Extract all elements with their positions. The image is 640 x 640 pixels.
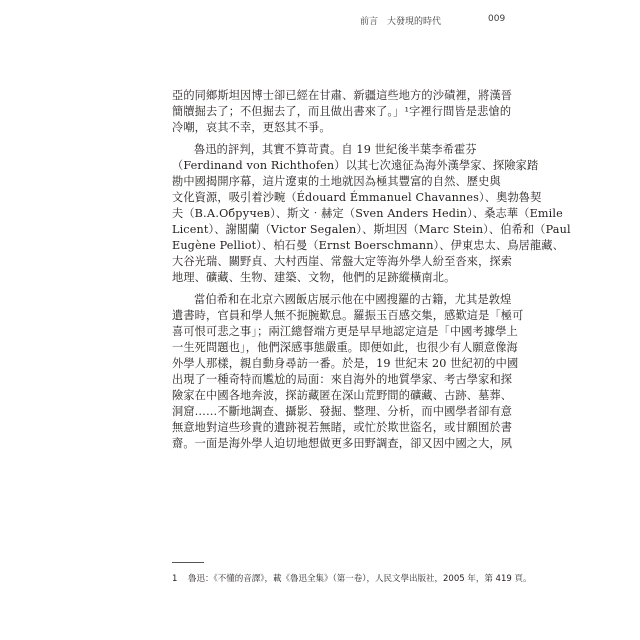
text-line: 地理、礦藏、生物、建築、文物，他們的足跡縱橫南北。 — [172, 271, 456, 284]
text-line: 無意地對這些珍貴的遺跡視若無睹，或忙於欺世盜名，或甘願囿於書 — [172, 421, 513, 434]
paragraph-first-line: 當伯希和在北京六國飯店展示他在中國搜羅的古籍，尤其是敦煌 — [194, 293, 512, 306]
text-line: 外學人那樣，親自動身尋訪一番。於是，19 世紀末 20 世紀初的中國 — [172, 357, 519, 370]
text-line: 一生死問題也」，他們深感事態嚴重。即便如此，也很少有人願意像海 — [172, 341, 518, 354]
footnote — [172, 572, 532, 584]
text-line: 亞的同鄉斯坦因博士卻已經在甘肅、新疆這些地方的沙磧裡，將漢晉 — [172, 89, 513, 102]
text-line: 齋。一面是海外學人迫切地想做更多田野調查，卻又因中國之大，夙 — [172, 437, 513, 450]
footnote-number: 1 — [172, 574, 178, 584]
text-line: Eugène Pelliot）、柏石曼（Ernst Boerschmann）、伊東忠太、鳥居龍藏、 — [172, 239, 565, 252]
text-line: 夫（В.А.Обручев）、斯文‧赫定（Sven Anders Hedin）、桑志華（Emile — [172, 207, 563, 220]
chapter-title: 前言 大發現的時代 — [360, 17, 442, 27]
footnote-divider — [172, 562, 204, 563]
text-line: Licent）、謝閣蘭（Victor Segalen）、斯坦因（Marc Stein）、伯希和（Paul — [172, 223, 571, 236]
text-line: 大谷光瑞、關野貞、大村西崖、常盤大定等海外學人紛至沓來，探索 — [172, 255, 513, 268]
text-line: 出現了一種奇特而尷尬的局面：來自海外的地質學家、考古學家和探 — [172, 373, 513, 386]
text-line: 遺書時，官員和學人無不扼腕歎息。羅振玉百感交集，感歎這是「極可 — [172, 309, 524, 322]
running-header — [360, 14, 506, 27]
text-line: 簡牘掘去了；不但掘去了，而且做出書來了。」¹字裡行間皆是悲愴的 — [172, 105, 512, 118]
text-line: 勘中國揭開序幕，這片遼東的土地就因為極其豐富的自然、歷史與 — [172, 175, 501, 188]
text-line: 冷嘲，哀其不幸，更怒其不爭。 — [172, 121, 331, 134]
paragraph-first-line: 魯迅的評判，其實不算苛責。自 19 世紀後半葉李希霍芬 — [194, 143, 477, 156]
text-line: 喜可恨可悲之事」；兩江總督端方更是早早地認定這是「中國考據學上 — [172, 325, 518, 338]
text-line: （Ferdinand von Richthofen）以其七次遠征為海外漢學家、探險家踏 — [172, 159, 539, 172]
text-line: 文化資源，吸引着沙畹（Édouard Émmanuel Chavannes）、奧勃魯契 — [172, 191, 542, 204]
footnote-text: 魯迅：《不懂的音譯》，載《魯迅全集》（第一卷），人民文學出版社，2005 年，第 419 頁。 — [188, 574, 532, 584]
text-line: 險家在中國各地奔波，探訪藏匿在深山荒野間的礦藏、古跡、墓葬、 — [172, 389, 513, 402]
text-line: 洞窟……不斷地調查、攝影、發掘、整理、分析，而中國學者卻有意 — [172, 405, 513, 418]
page-number: 009 — [488, 14, 506, 24]
